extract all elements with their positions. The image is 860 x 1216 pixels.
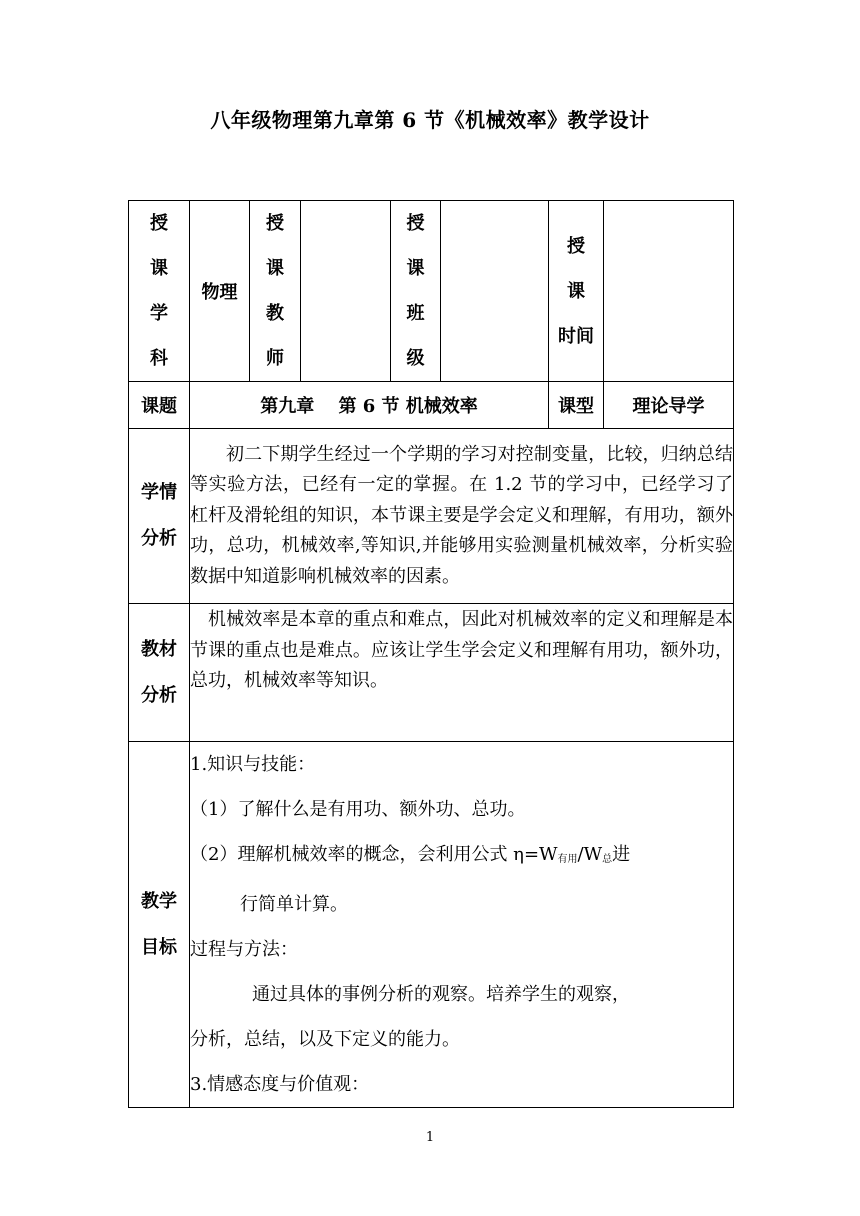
teaching-goals-row	[129, 742, 734, 1108]
lesson-plan-table	[128, 200, 734, 1108]
knowledge-heading: 1.知识与技能：	[190, 754, 316, 775]
topic-row	[129, 382, 734, 429]
lesson-type-value: 理论导学	[604, 382, 734, 429]
teaching-goals-content	[190, 742, 734, 1108]
emotion-heading: 3.情感态度与价值观：	[190, 1074, 370, 1095]
subject-label: 授 课 学 科	[129, 201, 190, 382]
teaching-goals-label: 教学 目标	[129, 742, 190, 1108]
page-number: 1	[425, 1130, 435, 1145]
process-heading: 过程与方法：	[190, 939, 298, 960]
header-row	[129, 201, 734, 382]
process-line-1: 通过具体的事例分析的观察。培养学生的观察，	[252, 984, 630, 1005]
student-analysis-row	[129, 429, 734, 604]
student-analysis-text: 初二下期学生经过一个学期的学习对控制变量，比较，归纳总结等实验方法，已经有一定的掌握。在 1.2 节的学习中，已经学习了杠杆及滑轮组的知识，本节课主要是学会定义和理解，有用功，额外功，总功，机械效率,等知识,并能够用实验测量机械效率，分析实验数据中知道影响机械效率的因素。	[190, 429, 734, 604]
topic-value: 第九章 第 6 节 机械效率	[190, 382, 549, 429]
document-title: 八年级物理第九章第 6 节《机械效率》教学设计	[210, 108, 650, 132]
material-analysis-label: 教材 分析	[129, 604, 190, 742]
process-line-2: 分析，总结，以及下定义的能力。	[190, 1029, 460, 1050]
teacher-label: 授 课 教 师	[250, 201, 301, 382]
lesson-type-label: 课型	[549, 382, 604, 429]
material-analysis-text: 机械效率是本章的重点和难点，因此对机械效率的定义和理解是本节课的重点也是难点。应该让学生学会定义和理解有用功，额外功，总功，机械效率等知识。	[190, 604, 734, 742]
time-value	[604, 201, 734, 382]
material-analysis-row	[129, 604, 734, 742]
subject-value: 物理	[190, 201, 250, 382]
time-label: 授 课 时间	[549, 201, 604, 382]
class-label: 授 课 班 级	[391, 201, 441, 382]
student-analysis-label: 学情 分析	[129, 429, 190, 604]
teacher-value	[301, 201, 391, 382]
topic-label: 课题	[129, 382, 190, 429]
goal-item-1: （1）了解什么是有用功、额外功、总功。	[190, 799, 526, 820]
class-value	[441, 201, 549, 382]
goal-item-2-continued: 行简单计算。	[240, 894, 348, 915]
goal-item-2: （2）理解机械效率的概念，会利用公式 $\eta=W_{有用}/W_总$进	[190, 844, 631, 865]
